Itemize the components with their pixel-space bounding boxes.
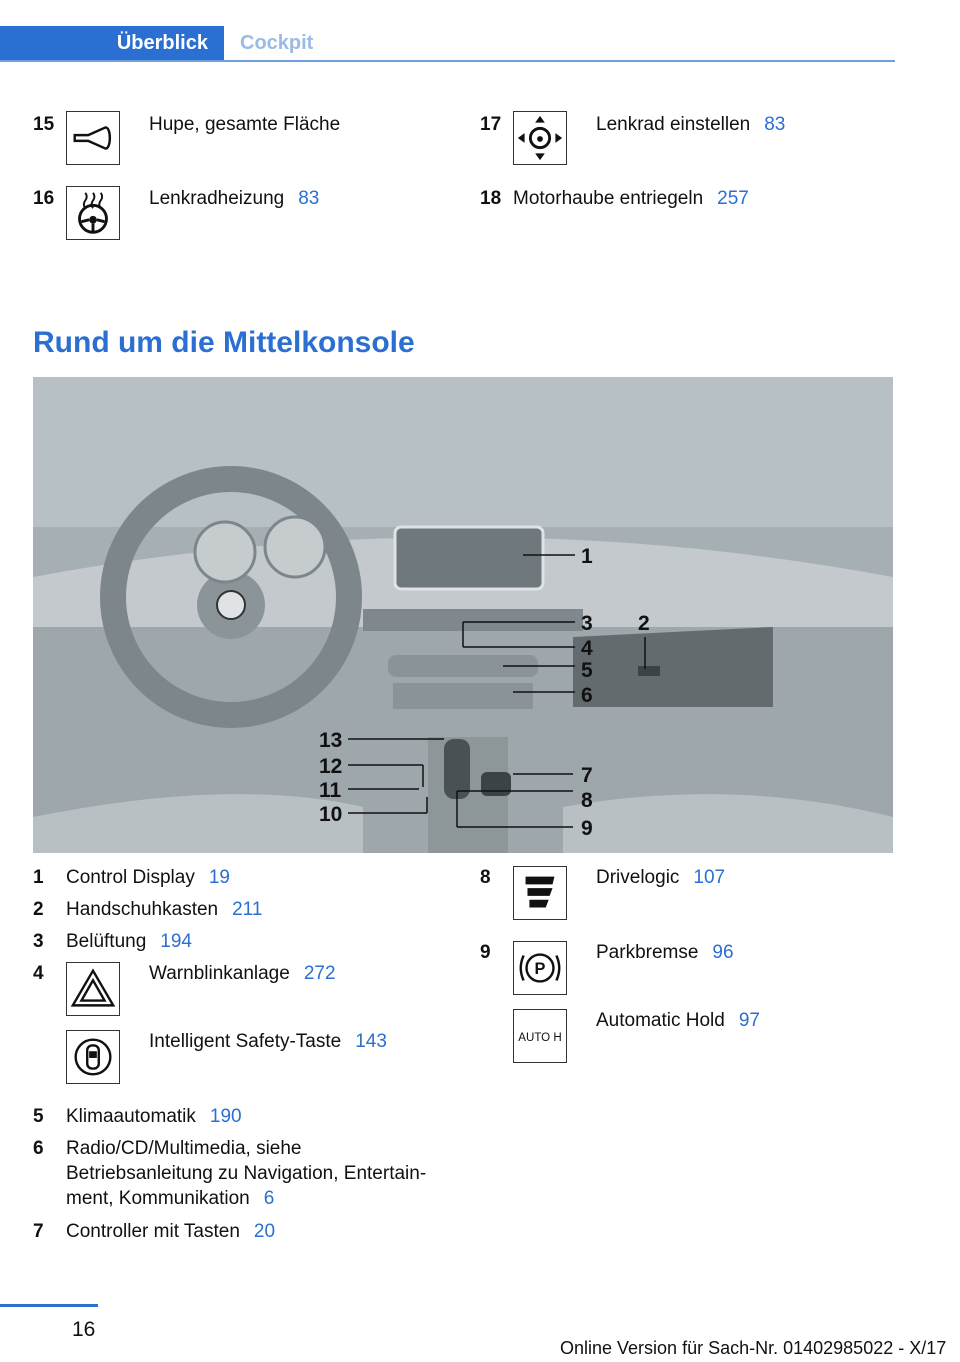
callout-label: 3	[581, 612, 593, 635]
item-number: 6	[33, 1138, 44, 1159]
item-label: Hupe, gesamte Fläche	[149, 114, 341, 135]
footer-accent-line	[0, 1304, 98, 1307]
page-link[interactable]: 83	[298, 188, 320, 209]
header-divider	[0, 60, 895, 62]
callout-label: 2	[638, 612, 650, 635]
horn-icon	[66, 111, 120, 165]
callout-label: 4	[581, 637, 593, 660]
page-link[interactable]: 272	[303, 963, 336, 984]
item-label: Controller mit Tasten 20	[66, 1221, 276, 1242]
item-label: Drivelogic 107	[596, 867, 726, 888]
item-number: 9	[480, 942, 491, 963]
item-number: 2	[33, 899, 44, 920]
page-link[interactable]: 83	[764, 114, 786, 135]
item-label: Control Display 19	[66, 867, 230, 888]
callout-label: 8	[581, 789, 593, 812]
page-link[interactable]: 211	[232, 899, 263, 920]
item-label-line: Radio/CD/Multimedia, siehe	[66, 1138, 302, 1159]
auto-hold-icon	[513, 1009, 567, 1063]
item-label: Parkbremse 96	[596, 942, 734, 963]
callout-label: 10	[319, 803, 343, 826]
callout-label: 11	[319, 779, 342, 802]
item-label: Motorhaube entriegeln 257	[513, 188, 749, 209]
drivelogic-icon	[513, 866, 567, 920]
item-label-line: Betriebsanleitung zu Navigation, Entertain-	[66, 1163, 427, 1184]
page-link[interactable]: 257	[717, 188, 749, 209]
page-link[interactable]: 96	[712, 942, 734, 963]
page-link[interactable]: 6	[263, 1188, 275, 1209]
svg-text:P: P	[534, 959, 546, 978]
item-label: Lenkradheizung 83	[149, 188, 320, 209]
section-title: Rund um die Mittelkonsole	[33, 326, 415, 359]
item-label-line: ment, Kommunikation 6	[66, 1188, 275, 1209]
page-link[interactable]: 97	[738, 1010, 760, 1031]
cockpit-illustration	[33, 377, 893, 853]
item-label: Handschuhkasten 211	[66, 899, 263, 920]
item-number: 4	[33, 963, 44, 984]
callout-label: 12	[319, 755, 343, 778]
item-label: Klimaautomatik 190	[66, 1106, 242, 1127]
callout-label: 13	[319, 729, 343, 752]
item-label: Lenkrad einstellen 83	[596, 114, 786, 135]
page-link[interactable]: 194	[160, 931, 192, 952]
item-number: 1	[33, 867, 44, 888]
page-number: 16	[72, 1318, 96, 1341]
item-number: 15	[33, 114, 55, 135]
page-link[interactable]: 107	[693, 867, 726, 888]
tab-cockpit[interactable]	[224, 26, 313, 60]
item-number: 18	[480, 188, 502, 209]
auto-hold-icon-text: AUTO H	[518, 1031, 562, 1044]
footer-text: Online Version für Sach-Nr. 01402985022 - X/17	[560, 1338, 947, 1358]
parking-brake-icon	[513, 941, 567, 995]
intelligent-safety-icon	[66, 1030, 120, 1084]
callout-label: 5	[581, 659, 593, 682]
tab-ueberblick[interactable]	[0, 26, 224, 60]
callout-label: 9	[581, 817, 593, 840]
page-link[interactable]: 190	[209, 1106, 242, 1127]
steering-heating-icon	[66, 186, 120, 240]
item-label: Intelligent Safety-Taste 143	[149, 1031, 387, 1052]
item-number: 5	[33, 1106, 44, 1127]
callout-label: 6	[581, 684, 593, 707]
header-bar	[0, 0, 895, 62]
tab-cockpit-label: Cockpit	[240, 31, 314, 54]
item-number: 3	[33, 931, 44, 952]
item-number: 16	[33, 188, 55, 209]
item-number: 7	[33, 1221, 44, 1242]
item-label: Automatic Hold 97	[596, 1010, 760, 1031]
page-link[interactable]: 143	[355, 1031, 387, 1052]
steering-adjust-icon	[513, 111, 567, 165]
item-number: 17	[480, 114, 502, 135]
item-label: Belüftung 194	[66, 931, 192, 952]
callout-label: 1	[581, 545, 593, 568]
tab-ueberblick-label: Überblick	[116, 31, 208, 54]
page-link[interactable]: 19	[208, 867, 230, 888]
item-label: Warnblinkanlage 272	[149, 963, 336, 984]
hazard-warning-icon	[66, 962, 120, 1016]
callout-label: 7	[581, 764, 593, 787]
item-number: 8	[480, 867, 491, 888]
page-link[interactable]: 20	[253, 1221, 276, 1242]
